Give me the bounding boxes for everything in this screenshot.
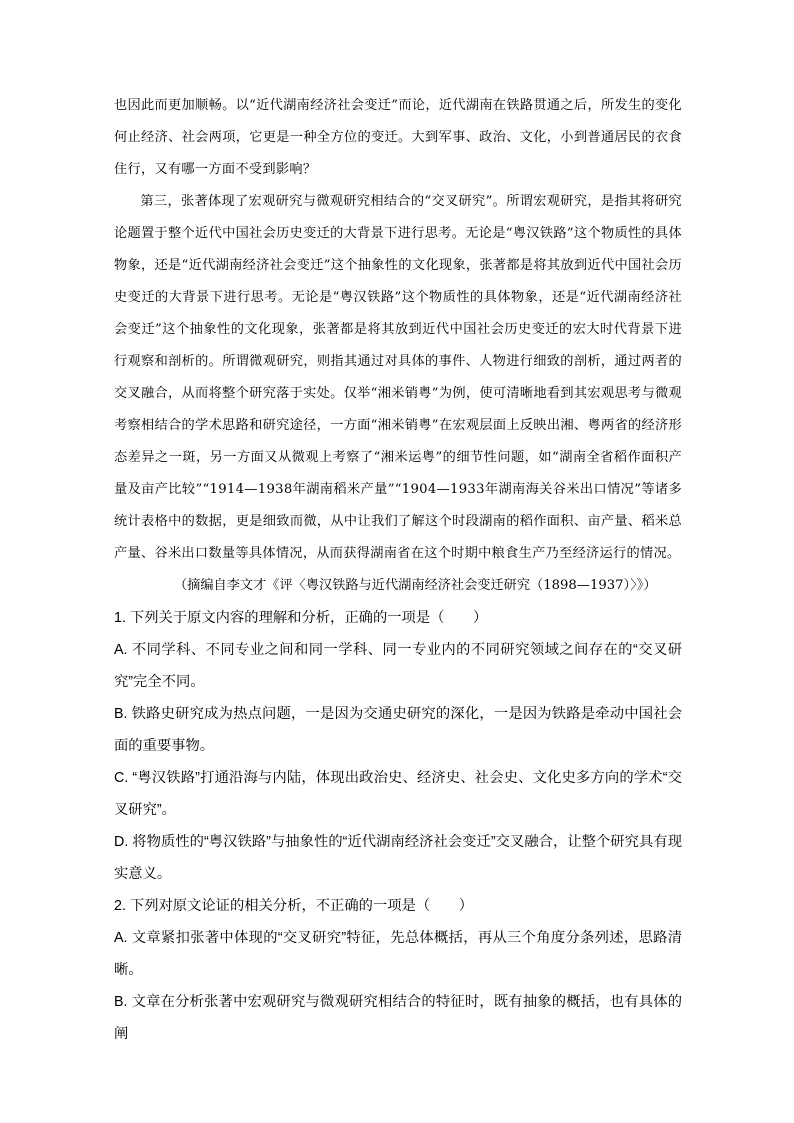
question-1-option-b: B. 铁路史研究成为热点问题，一是因为交通史研究的深化，一是因为铁路是牵动中国社会面的重要事物。 <box>114 706 682 754</box>
question-1-option-d: D. 将物质性的“粤汉铁路”与抽象性的“近代湖南经济社会变迁”交叉融合，让整个研究具有现实意义。 <box>114 834 682 882</box>
passage-paragraph-2: 第三，张著体现了宏观研究与微观研究相结合的“交叉研究”。所谓宏观研究，是指其将研究论题置于整个近代中国社会历史变迁的大背景下进行思考。无论是“粤汉铁路”这个物质性的具体物象，还是“近代湖南经济社会变迁”这个抽象性的文化现象，张著都是将其放到近代中国社会历史变迁的大背景下进行思考。无论是“粤汉铁路”这个物质性的具体物象，还是“近代湖南经济社会变迁”这个抽象性的文化现象，张著都是将其放到近代中国社会历史变迁的宏大时代背景下进行观察和剖析的。所谓微观研究，则指其通过对具体的事件、人物进行细致的剖析，通过两者的交叉融合，从而将整个研究落于实处。仅举“湘米销粤”为例，使可清晰地看到其宏观思考与微观考察相结合的学术思路和研究途径，一方面“湘米销粤”在宏观层面上反映出湘、粤两省的经济形态差异之一斑，另一方面又从微观上考察了“湘米运粤”的细节性问题，如“湖南全省稻作面积产量及亩产比较”“1914—1938年湖南稻米产量”“1904—1933年湖南海关谷米出口情况”等诸多统计表格中的数据，更是细致而微，从中让我们了解这个时段湖南的稻作面积、亩产量、稻米总产量、谷米出口数量等具体情况，从而获得湖南省在这个时期中粮食生产乃至经济运行的情况。 <box>114 194 682 561</box>
question-1-stem: 1. 下列关于原文内容的理解和分析，正确的一项是（ ） <box>114 610 488 626</box>
question-2-option-b: B. 文章在分析张著中宏观研究与微观研究相结合的特征时，既有抽象的概括，也有具体的阐 <box>114 994 682 1042</box>
page-content <box>114 90 682 1050</box>
question-2-option-a: A. 文章紧扣张著中体现的“交叉研究”特征，先总体概括，再从三个角度分条列述，思路清晰。 <box>114 930 682 978</box>
passage-source: （摘编自李文才《评〈粤汉铁路与近代湖南经济社会变迁研究（1898—1937）〉》） <box>174 578 657 593</box>
passage-paragraph-1: 也因此而更加顺畅。以“近代湖南经济社会变迁”而论，近代湖南在铁路贯通之后，所发生的变化何止经济、社会两项，它更是一种全方位的变迁。大到军事、政治、文化，小到普通居民的衣食住行，又有哪一方面不受到影响？ <box>114 98 682 177</box>
question-2-stem: 2. 下列对原文论证的相关分析，不正确的一项是（ ） <box>114 898 474 914</box>
question-1-option-c: C. “粤汉铁路”打通沿海与内陆，体现出政治史、经济史、社会史、文化史多方向的学术“交叉研究”。 <box>114 770 682 818</box>
question-1-option-a: A. 不同学科、不同专业之间和同一学科、同一专业内的不同研究领域之间存在的“交叉研究”完全不同。 <box>114 642 682 690</box>
